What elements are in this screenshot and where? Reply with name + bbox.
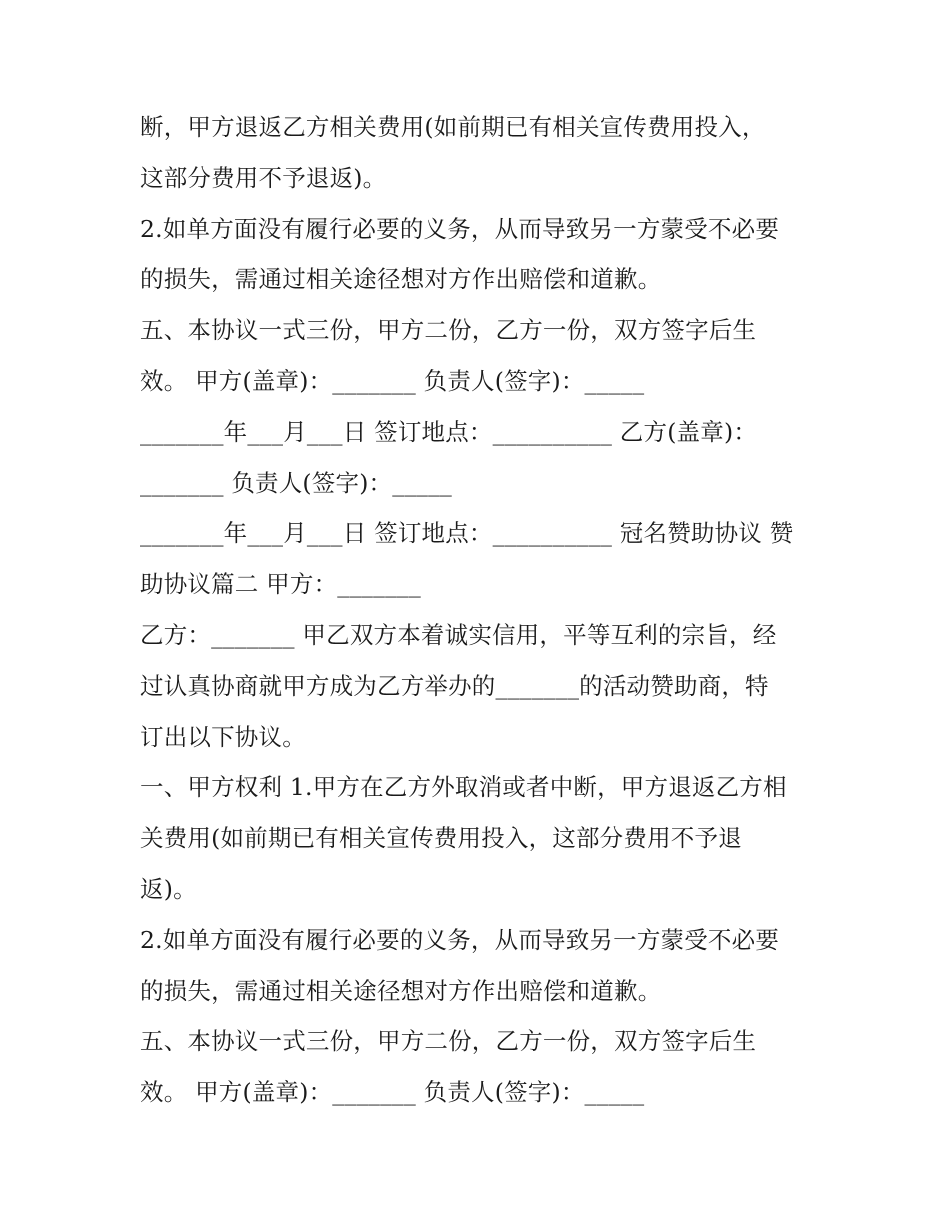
text-line: 助协议篇二 甲方：_______ [140, 570, 421, 599]
text-line: 乙方：_______ 甲乙双方本着诚实信用，平等互利的宗旨，经 [140, 620, 777, 649]
text-line: 过认真协商就甲方成为乙方举办的_______的活动赞助商，特 [140, 671, 769, 700]
document-body [140, 102, 840, 1118]
text-line: 订出以下协议。 [140, 722, 306, 751]
text-line: 关费用(如前期已有相关宣传费用投入，这部分费用不予退 [140, 824, 742, 853]
text-line: 返)。 [140, 874, 197, 903]
text-line: 的损失，需通过相关途径想对方作出赔偿和道歉。 [140, 976, 662, 1005]
text-line: 五、本协议一式三份，甲方二份，乙方一份，双方签字后生 [140, 1027, 757, 1056]
text-line: 一、甲方权利 1.甲方在乙方外取消或者中断，甲方退返乙方相 [140, 773, 787, 802]
text-line: 断，甲方退返乙方相关费用(如前期已有相关宣传费用投入， [140, 113, 766, 141]
text-line: 2.如单方面没有履行必要的义务，从而导致另一方蒙受不必要 [140, 214, 780, 243]
text-line: _______年___月___日 签订地点：__________ 冠名赞助协议 赞 [140, 519, 794, 548]
text-line: 2.如单方面没有履行必要的义务，从而导致另一方蒙受不必要 [140, 925, 780, 954]
text-line: _______ 负责人(签字)：_____ [140, 468, 453, 497]
text-line: 效。 甲方(盖章)：_______ 负责人(签字)：_____ [140, 1078, 645, 1107]
text-line: 的损失，需通过相关途径想对方作出赔偿和道歉。 [140, 265, 662, 294]
text-line: 效。 甲方(盖章)：_______ 负责人(签字)：_____ [140, 366, 645, 395]
text-line: 五、本协议一式三份，甲方二份，乙方一份，双方签字后生 [140, 316, 757, 345]
text-line: _______年___月___日 签订地点：__________ 乙方(盖章)： [140, 417, 758, 446]
text-line: 这部分费用不予退返)。 [140, 163, 387, 192]
